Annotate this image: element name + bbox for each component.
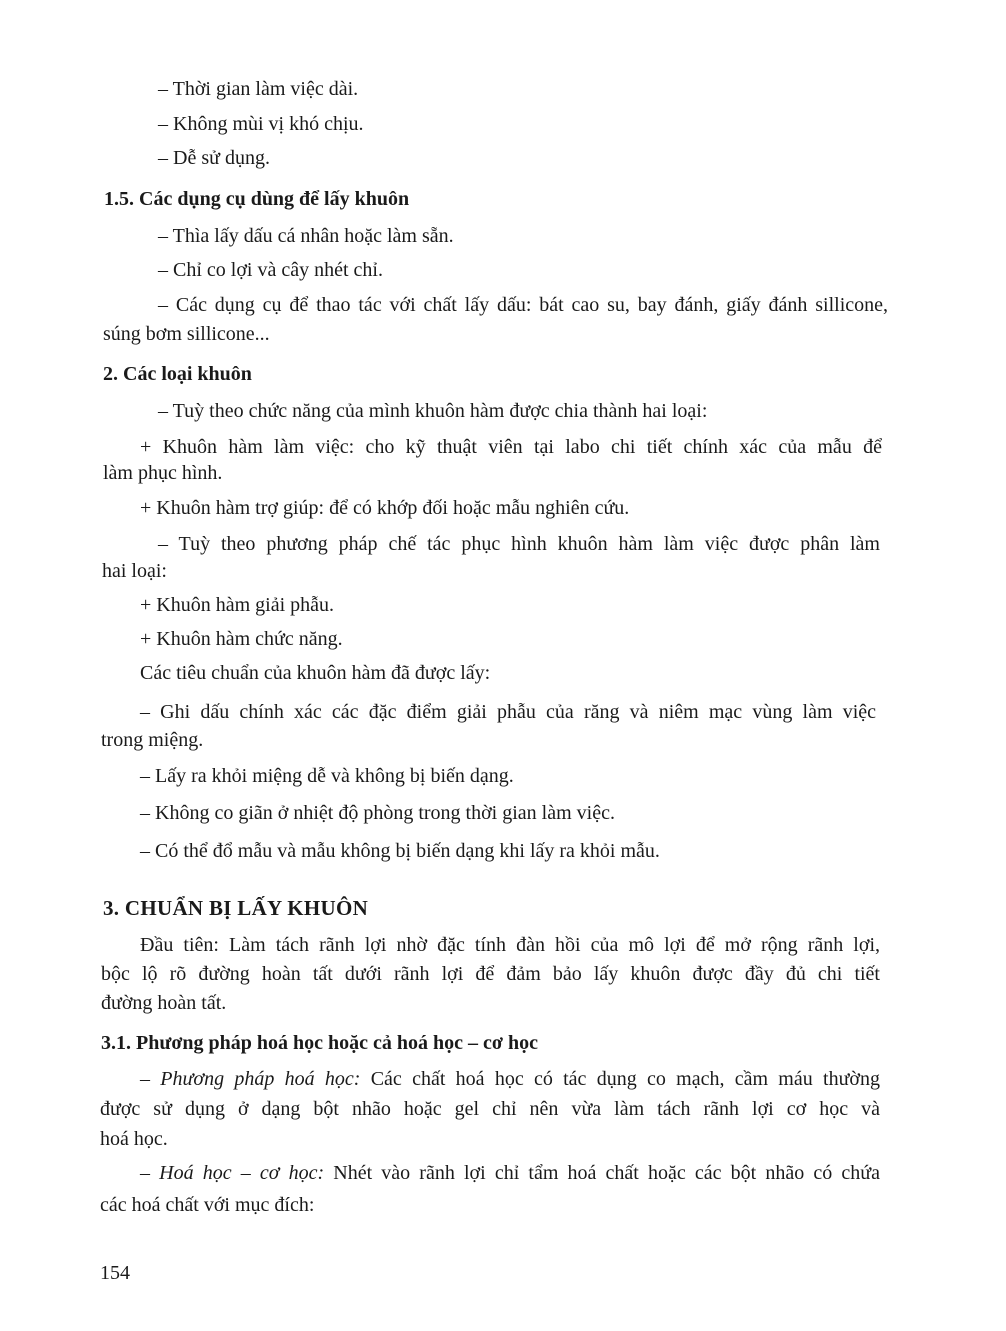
text-run: Nhét vào rãnh lợi chỉ tẩm hoá chất hoặc các bột nhão có chứa [324, 1162, 880, 1184]
text-line: đường hoàn tất. [101, 992, 227, 1014]
text-line: – Lấy ra khỏi miệng dễ và không bị biến dạng. [140, 765, 514, 787]
page-number: 154 [100, 1262, 130, 1284]
text-line: được sử dụng ở dạng bột nhão hoặc gel chỉ nên vừa làm tách rãnh lợi cơ học và [100, 1098, 880, 1120]
section-heading: 3. CHUẨN BỊ LẤY KHUÔN [103, 896, 369, 920]
text-line: – Tuỳ theo chức năng của mình khuôn hàm được chia thành hai loại: [158, 400, 708, 422]
text-line: – Chỉ co lợi và cây nhét chỉ. [158, 259, 383, 281]
text-line: Đầu tiên: Làm tách rãnh lợi nhờ đặc tính đàn hồi của mô lợi để mở rộng rãnh lợi, [140, 934, 880, 956]
italic-term: – Hoá học – cơ học: [140, 1162, 325, 1184]
text-line: – Thìa lấy dấu cá nhân hoặc làm sẵn. [158, 225, 454, 247]
text-line: – Tuỳ theo phương pháp chế tác phục hình khuôn hàm làm việc được phân làm [158, 533, 880, 555]
text-line: hoá học. [100, 1128, 168, 1150]
text-line: + Khuôn hàm giải phẫu. [140, 594, 335, 616]
text-line: + Khuôn hàm trợ giúp: để có khớp đối hoặc mẫu nghiên cứu. [140, 497, 630, 519]
text-line: – Không co giãn ở nhiệt độ phòng trong thời gian làm việc. [140, 802, 615, 824]
text-line: + Khuôn hàm chức năng. [140, 628, 343, 650]
text-line: + Khuôn hàm làm việc: cho kỹ thuật viên tại labo chi tiết chính xác của mẫu để [140, 436, 882, 458]
text-line [140, 1160, 880, 1186]
text-line: làm phục hình. [103, 462, 223, 484]
text-line: – Ghi dấu chính xác các đặc điểm giải phẫu của răng và niêm mạc vùng làm việc [140, 701, 876, 723]
text-line: trong miệng. [101, 729, 204, 751]
text-line [140, 1066, 880, 1092]
text-line: – Thời gian làm việc dài. [158, 78, 359, 100]
section-heading: 2. Các loại khuôn [103, 363, 252, 385]
text-line: hai loại: [102, 560, 167, 582]
italic-term: – Phương pháp hoá học: [140, 1068, 361, 1090]
text-line: – Không mùi vị khó chịu. [158, 113, 364, 135]
text-line: – Dễ sử dụng. [158, 147, 270, 169]
text-line: Các tiêu chuẩn của khuôn hàm đã được lấy: [140, 662, 491, 684]
text-line: các hoá chất với mục đích: [100, 1194, 315, 1216]
text-line: bộc lộ rõ đường hoàn tất dưới rãnh lợi để đảm bảo lấy khuôn được đầy đủ chi tiết [101, 963, 880, 985]
section-heading: 3.1. Phương pháp hoá học hoặc cả hoá học – cơ học [101, 1032, 538, 1054]
text-line: súng bơm sillicone... [103, 323, 270, 345]
text-run: Các chất hoá học có tác dụng co mạch, cầm máu thường [360, 1068, 880, 1090]
section-heading: 1.5. Các dụng cụ dùng để lấy khuôn [104, 188, 410, 210]
text-line: – Các dụng cụ để thao tác với chất lấy dấu: bát cao su, bay đánh, giấy đánh sillicone, [158, 294, 888, 316]
text-line: – Có thể đổ mẫu và mẫu không bị biến dạng khi lấy ra khỏi mẫu. [140, 840, 660, 862]
